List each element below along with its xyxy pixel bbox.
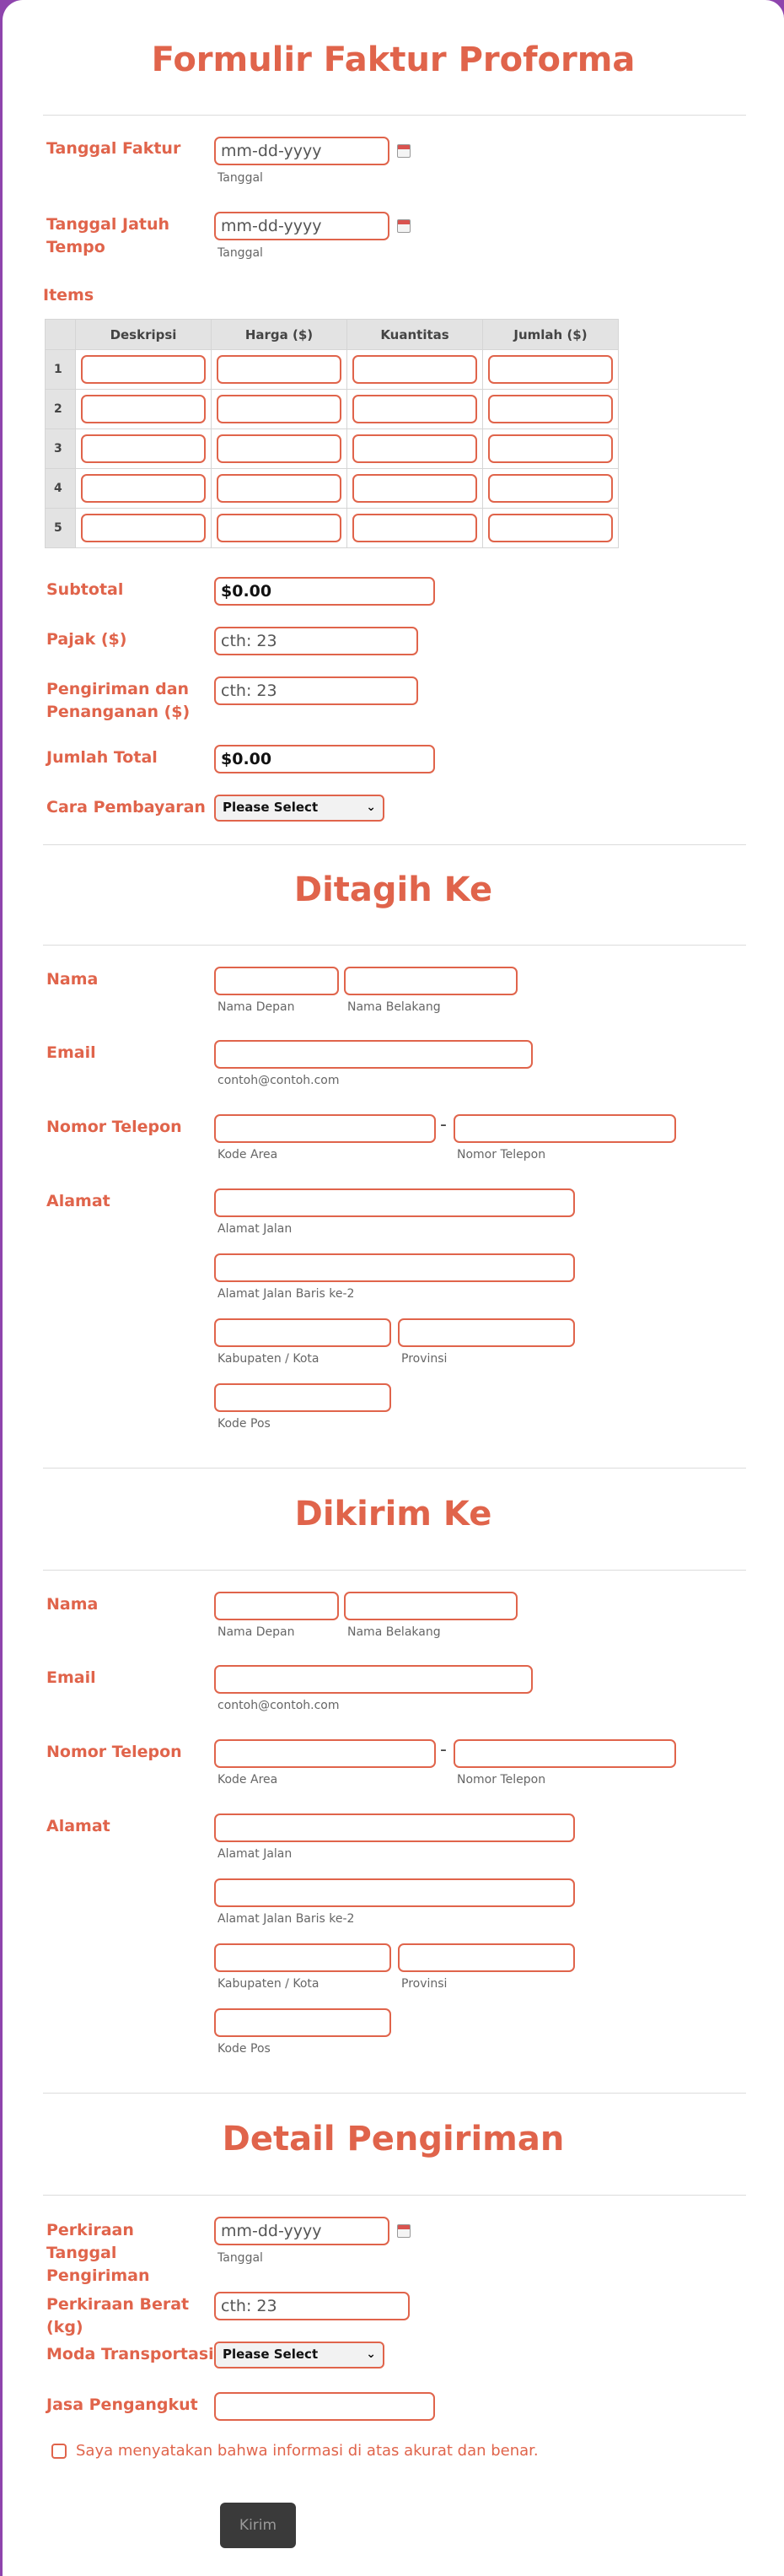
shipping-area-code-input[interactable] (214, 1739, 436, 1768)
declaration-checkbox[interactable] (51, 2444, 67, 2459)
due-date-sublabel: Tanggal (217, 246, 263, 260)
billing-first-name-input[interactable] (214, 967, 339, 995)
divider (43, 2195, 746, 2196)
due-date-label: Tanggal Jatuh Tempo (46, 215, 170, 256)
billing-email-input[interactable] (214, 1040, 533, 1069)
total-field[interactable]: $0.00 (214, 745, 435, 773)
table-row (46, 390, 619, 429)
shipping-first-name-input[interactable] (214, 1592, 339, 1620)
payment-method-select[interactable] (214, 795, 384, 822)
first-name-sublabel: Nama Depan (217, 1000, 295, 1014)
row-number: 2 (46, 390, 76, 429)
billing-email-label: Email (46, 1043, 96, 1062)
amount-input[interactable] (488, 514, 613, 542)
city-sublabel: Kabupaten / Kota (217, 1977, 320, 1991)
column-header: Jumlah ($) (483, 320, 619, 350)
shipping-handling-label: Pengiriman dan Penanganan ($) (46, 680, 191, 721)
transport-mode-select[interactable] (214, 2342, 384, 2369)
calendar-icon[interactable] (397, 2224, 411, 2238)
price-input[interactable] (217, 514, 341, 542)
shipping-city-input[interactable] (214, 1943, 391, 1972)
first-name-sublabel: Nama Depan (217, 1625, 295, 1639)
postal-sublabel: Kode Pos (217, 2042, 271, 2056)
transport-mode-label: Moda Transportasi (46, 2345, 214, 2363)
delivery-title: Detail Pengiriman (222, 2120, 565, 2158)
form-card (3, 0, 784, 2576)
last-name-sublabel: Nama Belakang (347, 1625, 441, 1639)
transport-mode-value: Please Select (223, 2347, 319, 2362)
calendar-icon[interactable] (397, 144, 411, 158)
description-input[interactable] (81, 434, 206, 463)
email-sublabel: contoh@contoh.com (217, 1699, 340, 1712)
weight-label: Perkiraan Berat (kg) (46, 2295, 190, 2336)
column-header: Harga ($) (212, 320, 347, 350)
province-sublabel: Provinsi (401, 1977, 448, 1991)
quantity-input[interactable] (352, 355, 477, 384)
shipping-postal-input[interactable] (214, 2008, 391, 2037)
calendar-icon[interactable] (397, 219, 411, 233)
tax-input[interactable]: cth: 23 (214, 627, 418, 655)
column-header: Deskripsi (76, 320, 212, 350)
divider (43, 844, 746, 845)
divider (43, 1468, 746, 1469)
shipping-last-name-input[interactable] (344, 1592, 518, 1620)
payment-method-value: Please Select (223, 800, 319, 815)
chevron-down-icon: ⌄ (366, 2347, 376, 2361)
quantity-input[interactable] (352, 474, 477, 503)
divider (43, 1570, 746, 1571)
street-sublabel: Alamat Jalan (217, 1222, 293, 1236)
billing-postal-input[interactable] (214, 1383, 391, 1412)
price-input[interactable] (217, 434, 341, 463)
area-code-sublabel: Kode Area (217, 1148, 278, 1161)
shipping-email-label: Email (46, 1668, 96, 1687)
tax-label: Pajak ($) (46, 630, 127, 649)
price-input[interactable] (217, 355, 341, 384)
table-row (46, 350, 619, 390)
shipping-phone-input[interactable] (454, 1739, 676, 1768)
row-number: 5 (46, 509, 76, 548)
last-name-sublabel: Nama Belakang (347, 1000, 441, 1014)
estimated-date-sublabel: Tanggal (217, 2251, 263, 2265)
description-input[interactable] (81, 514, 206, 542)
carrier-input[interactable] (214, 2392, 435, 2421)
shipping-province-input[interactable] (398, 1943, 575, 1972)
street-sublabel: Alamat Jalan (217, 1847, 293, 1861)
billing-phone-input[interactable] (454, 1114, 676, 1143)
quantity-input[interactable] (352, 395, 477, 423)
street2-sublabel: Alamat Jalan Baris ke-2 (217, 1912, 355, 1926)
shipping-email-input[interactable] (214, 1665, 533, 1694)
street2-sublabel: Alamat Jalan Baris ke-2 (217, 1287, 355, 1301)
city-sublabel: Kabupaten / Kota (217, 1352, 320, 1366)
due-date-input[interactable]: mm-dd-yyyy (214, 212, 389, 240)
billing-street2-input[interactable] (214, 1253, 575, 1282)
divider (43, 115, 746, 116)
subtotal-field[interactable]: $0.00 (214, 577, 435, 606)
invoice-date-input[interactable]: mm-dd-yyyy (214, 137, 389, 165)
phone-dash: - (440, 1114, 447, 1135)
amount-input[interactable] (488, 474, 613, 503)
submit-button[interactable]: Kirim (220, 2503, 296, 2548)
area-code-sublabel: Kode Area (217, 1773, 278, 1786)
billing-address-label: Alamat (46, 1192, 110, 1210)
province-sublabel: Provinsi (401, 1352, 448, 1366)
shipping-phone-label: Nomor Telepon (46, 1743, 182, 1761)
billing-phone-label: Nomor Telepon (46, 1118, 182, 1136)
description-input[interactable] (81, 355, 206, 384)
shipping-handling-input[interactable]: cth: 23 (214, 676, 418, 705)
billing-street-input[interactable] (214, 1188, 575, 1217)
quantity-input[interactable] (352, 434, 477, 463)
form-title: Formulir Faktur Proforma (151, 40, 636, 79)
price-input[interactable] (217, 474, 341, 503)
carrier-label: Jasa Pengangkut (46, 2395, 198, 2414)
payment-method-label: Cara Pembayaran (46, 798, 206, 816)
estimated-date-input[interactable]: mm-dd-yyyy (214, 2217, 389, 2245)
shipping-street2-input[interactable] (214, 1878, 575, 1907)
email-sublabel: contoh@contoh.com (217, 1074, 340, 1087)
invoice-date-label: Tanggal Faktur (46, 139, 181, 158)
table-row (46, 429, 619, 469)
subtotal-label: Subtotal (46, 580, 124, 599)
billing-name-label: Nama (46, 970, 99, 989)
row-number: 1 (46, 350, 76, 390)
amount-input[interactable] (488, 355, 613, 384)
phone-sublabel: Nomor Telepon (457, 1148, 546, 1161)
description-input[interactable] (81, 474, 206, 503)
shipping-name-label: Nama (46, 1595, 99, 1614)
quantity-input[interactable] (352, 514, 477, 542)
phone-sublabel: Nomor Telepon (457, 1773, 546, 1786)
shipping-title: Dikirim Ke (294, 1495, 492, 1533)
phone-dash: - (440, 1739, 447, 1760)
price-input[interactable] (217, 395, 341, 423)
items-table (45, 319, 619, 548)
amount-input[interactable] (488, 434, 613, 463)
billing-area-code-input[interactable] (214, 1114, 436, 1143)
billing-title: Ditagih Ke (293, 870, 493, 909)
row-number-header (46, 320, 76, 350)
description-input[interactable] (81, 395, 206, 423)
amount-input[interactable] (488, 395, 613, 423)
divider (43, 945, 746, 946)
chevron-down-icon: ⌄ (366, 800, 376, 814)
table-row (46, 469, 619, 509)
declaration-text: Saya menyatakan bahwa informasi di atas akurat dan benar. (76, 2442, 539, 2460)
row-number: 4 (46, 469, 76, 509)
billing-city-input[interactable] (214, 1318, 391, 1347)
row-number: 3 (46, 429, 76, 469)
invoice-date-sublabel: Tanggal (217, 171, 263, 185)
total-label: Jumlah Total (46, 748, 158, 767)
divider (43, 2093, 746, 2094)
billing-province-input[interactable] (398, 1318, 575, 1347)
billing-last-name-input[interactable] (344, 967, 518, 995)
postal-sublabel: Kode Pos (217, 1417, 271, 1431)
estimated-date-label: Perkiraan Tanggal Pengiriman (46, 2221, 150, 2285)
shipping-street-input[interactable] (214, 1813, 575, 1842)
shipping-address-label: Alamat (46, 1817, 110, 1835)
table-row (46, 509, 619, 548)
items-label: Items (43, 286, 94, 304)
weight-input[interactable]: cth: 23 (214, 2292, 410, 2320)
column-header: Kuantitas (347, 320, 483, 350)
